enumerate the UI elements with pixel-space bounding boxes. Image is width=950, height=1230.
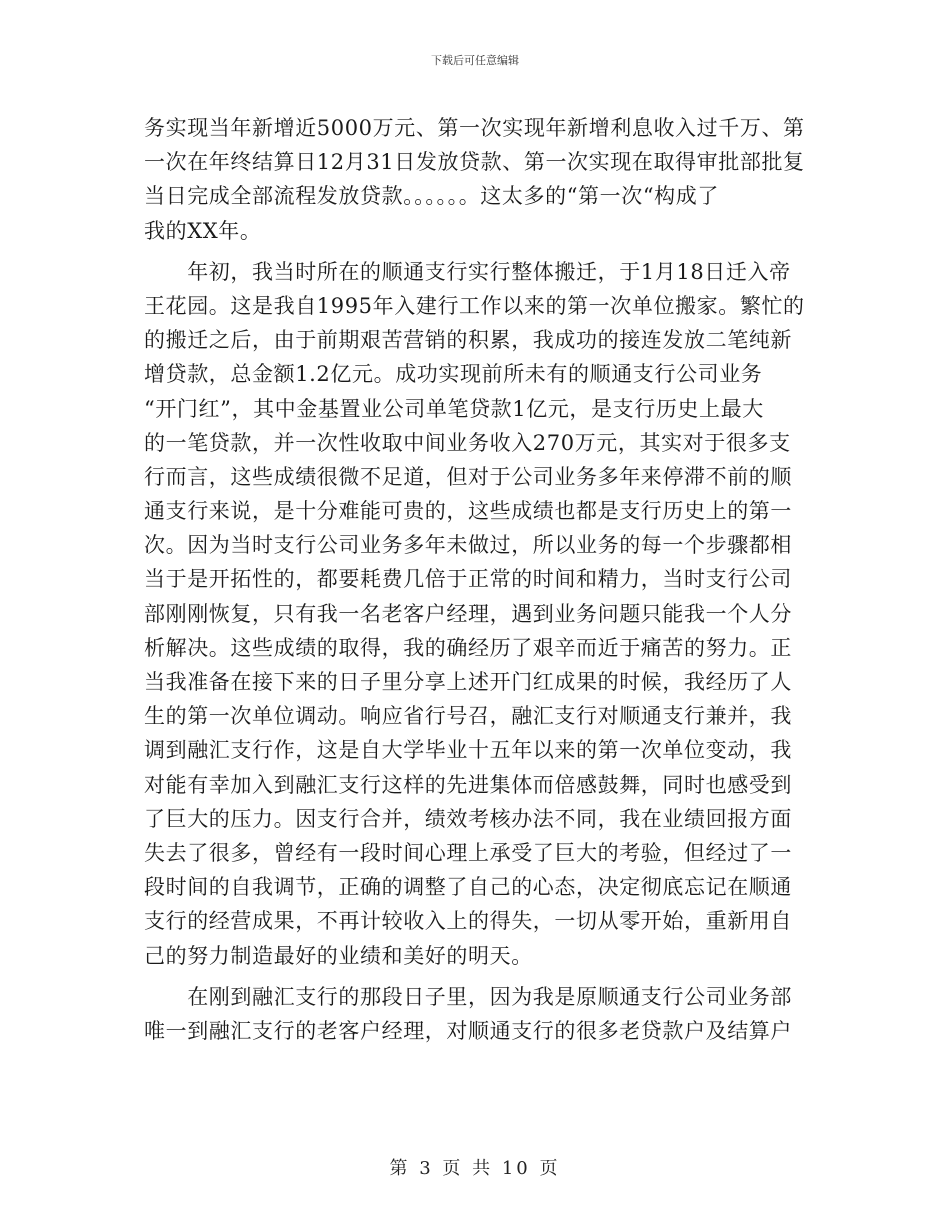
text-line: 年初，我当时所在的顺通支行实行整体搬迁，于1月18日迁入帝 (144, 259, 791, 284)
text-line: 王花园。这是我自1995年入建行工作以来的第一次单位搬家。繁忙的 (144, 293, 805, 318)
text-line: 次。因为当时支行公司业务多年未做过，所以业务的每一个步骤都相 (144, 533, 792, 558)
text-line: 调到融汇支行作，这是自大学毕业十五年以来的第一次单位变动，我 (144, 738, 792, 763)
text-line: 析解决。这些成绩的取得，我的确经历了艰辛而近于痛苦的努力。正 (144, 635, 792, 660)
text-line: 的一笔贷款，并一次性收取中间业务收入270万元，其实对于很多支 (144, 430, 791, 455)
text-line: 当我准备在接下来的日子里分享上述开门红成果的时候，我经历了人 (144, 670, 792, 694)
text-line: 一次在年终结算日12月31日发放贷款、第一次实现在取得审批部批复 (144, 150, 805, 175)
page-footer: 第 3 页 共 10 页 (389, 1158, 561, 1179)
text-line: 己的努力制造最好的业绩和美好的明天。 (144, 943, 533, 968)
text-line: 我的XX年。 (144, 218, 262, 243)
page-header: 下载后可任意编辑 (431, 54, 519, 67)
text-line: 增贷款，总金额1.2亿元。成功实现前所未有的顺通支行公司业务 (144, 362, 763, 387)
text-line: 对能有幸加入到融汇支行这样的先进集体而倍感鼓舞，同时也感受到 (144, 772, 792, 797)
text-line: 当日完成全部流程发放贷款。。。。。。这太多的“第一次“构成了 (144, 184, 719, 209)
text-line: 生的第一次单位调动。响应省行号召，融汇支行对顺通支行兼并，我 (144, 704, 792, 729)
text-line: 行而言，这些成绩很微不足道，但对于公司业务多年来停滞不前的顺 (144, 464, 792, 489)
text-line: 当于是开拓性的，都要耗费几倍于正常的时间和精力，当时支行公司 (144, 567, 792, 592)
text-line: 通支行来说，是十分难能可贵的，这些成绩也都是支行历史上的第一 (144, 499, 792, 524)
text-line: 了巨大的压力。因支行合并，绩效考核办法不同，我在业绩回报方面 (144, 806, 792, 831)
text-line: 唯一到融汇支行的老客户经理，对顺通支行的很多老贷款户及结算户 (144, 1018, 792, 1043)
text-line: 失去了很多，曾经有一段时间心理上承受了巨大的考验，但经过了一 (144, 840, 792, 865)
text-line: 段时间的自我调节，正确的调整了自己的心态，决定彻底忘记在顺通 (144, 875, 792, 900)
text-line: 在刚到融汇支行的那段日子里，因为我是原顺通支行公司业务部 (144, 984, 792, 1009)
text-line: 支行的经营成果，不再计较收入上的得失，一切从零开始，重新用自 (144, 909, 792, 934)
text-line: “开门红”，其中金基置业公司单笔贷款1亿元，是支行历史上最大 (144, 396, 764, 421)
text-line: 的搬迁之后，由于前期艰苦营销的积累，我成功的接连发放二笔纯新 (144, 328, 792, 353)
text-line: 部刚刚恢复，只有我一名老客户经理，遇到业务问题只能我一个人分 (144, 601, 792, 626)
document-body (144, 111, 812, 1048)
text-line: 务实现当年新增近5000万元、第一次实现年新增利息收入过千万、第 (144, 116, 805, 140)
